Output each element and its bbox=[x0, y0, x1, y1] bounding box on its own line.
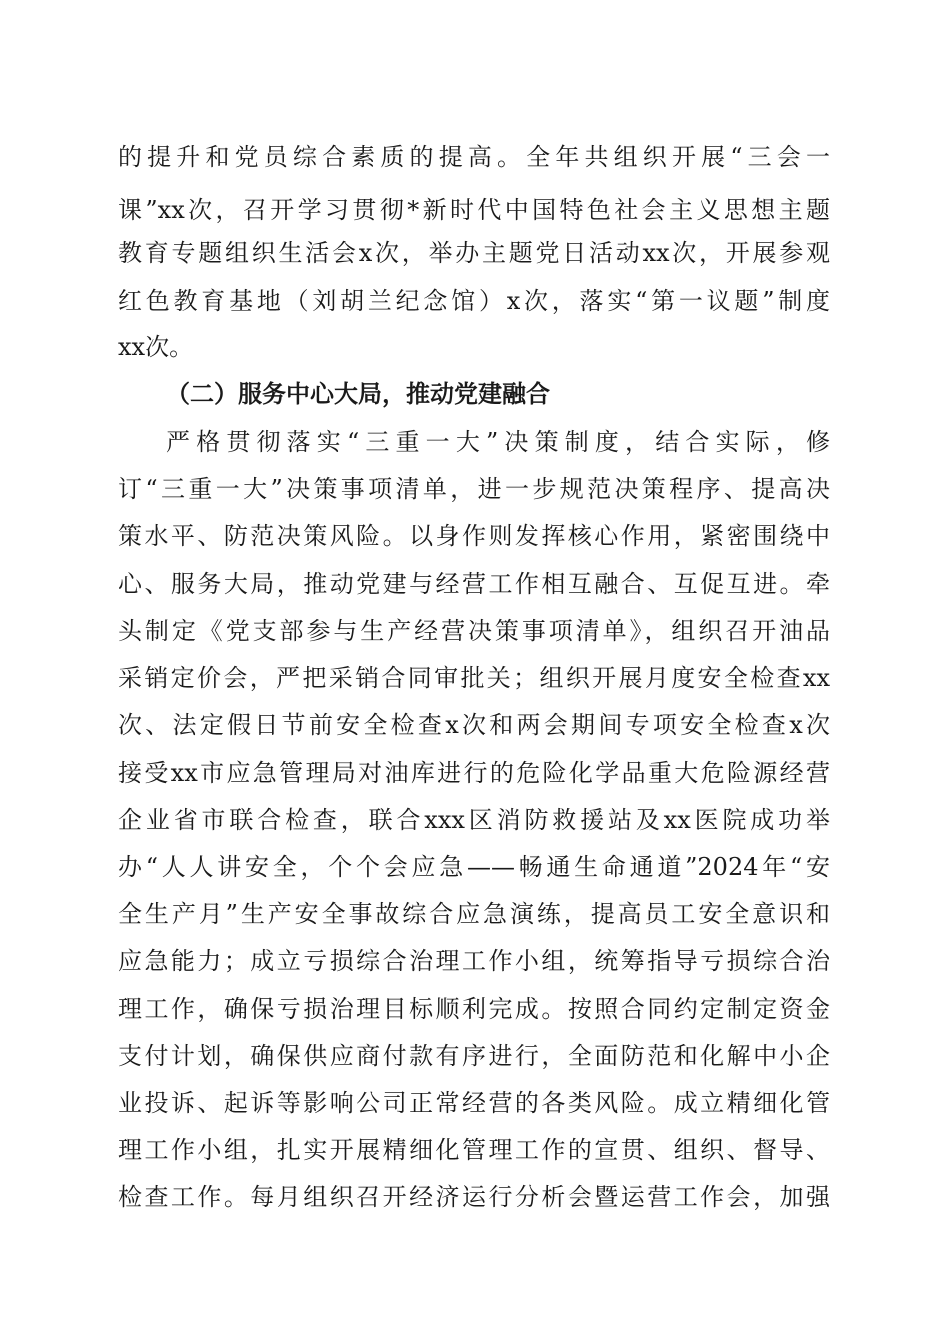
paragraph-line: 应急能力；成立亏损综合治理工作小组，统筹指导亏损综合治 bbox=[118, 947, 830, 975]
paragraph-line: 全生产月”生产安全事故综合应急演练，提高员工安全意识和 bbox=[118, 900, 830, 928]
paragraph-line: 的提升和党员综合素质的提高。全年共组织开展“三会一 bbox=[118, 143, 830, 171]
paragraph-line: 心、服务大局，推动党建与经营工作相互融合、互促互进。牵 bbox=[118, 570, 830, 598]
paragraph-line: 支付计划，确保供应商付款有序进行，全面防范和化解中小企 bbox=[118, 1042, 830, 1070]
paragraph-line: 检查工作。每月组织召开经济运行分析会暨运营工作会，加强 bbox=[118, 1183, 830, 1211]
paragraph-line: 严格贯彻落实“三重一大”决策制度，结合实际，修 bbox=[166, 428, 830, 456]
paragraph-line: 业投诉、起诉等影响公司正常经营的各类风险。成立精细化管 bbox=[118, 1089, 830, 1117]
paragraph-line: 采销定价会，严把采销合同审批关；组织开展月度安全检查xx bbox=[118, 664, 830, 692]
paragraph-line: 头制定《党支部参与生产经营决策事项清单》，组织召开油品 bbox=[118, 617, 830, 645]
paragraph-line: 次、法定假日节前安全检查x次和两会期间专项安全检查x次 bbox=[118, 711, 830, 739]
paragraph-line: 红色教育基地（刘胡兰纪念馆）x次，落实“第一议题”制度 bbox=[118, 287, 830, 315]
paragraph-line: xx次。 bbox=[118, 333, 194, 361]
paragraph-line: 策水平、防范决策风险。以身作则发挥核心作用，紧密围绕中 bbox=[118, 522, 830, 550]
paragraph-line: 理工作，确保亏损治理目标顺利完成。按照合同约定制定资金 bbox=[118, 995, 830, 1023]
paragraph-line: 接受xx市应急管理局对油库进行的危险化学品重大危险源经营 bbox=[118, 759, 830, 787]
paragraph-line: 课”xx次，召开学习贯彻*新时代中国特色社会主义思想主题 bbox=[118, 196, 830, 224]
paragraph-line: 订“三重一大”决策事项清单，进一步规范决策程序、提高决 bbox=[118, 475, 830, 503]
section-heading: （二）服务中心大局，推动党建融合 bbox=[166, 379, 550, 408]
paragraph-line: 办“人人讲安全，个个会应急——畅通生命通道”2024年“安 bbox=[118, 853, 830, 881]
paragraph-line: 理工作小组，扎实开展精细化管理工作的宣贯、组织、督导、 bbox=[118, 1136, 830, 1164]
paragraph-line: 教育专题组织生活会x次，举办主题党日活动xx次，开展参观 bbox=[118, 239, 830, 267]
paragraph-line: 企业省市联合检查，联合xxx区消防救援站及xx医院成功举 bbox=[118, 806, 830, 834]
